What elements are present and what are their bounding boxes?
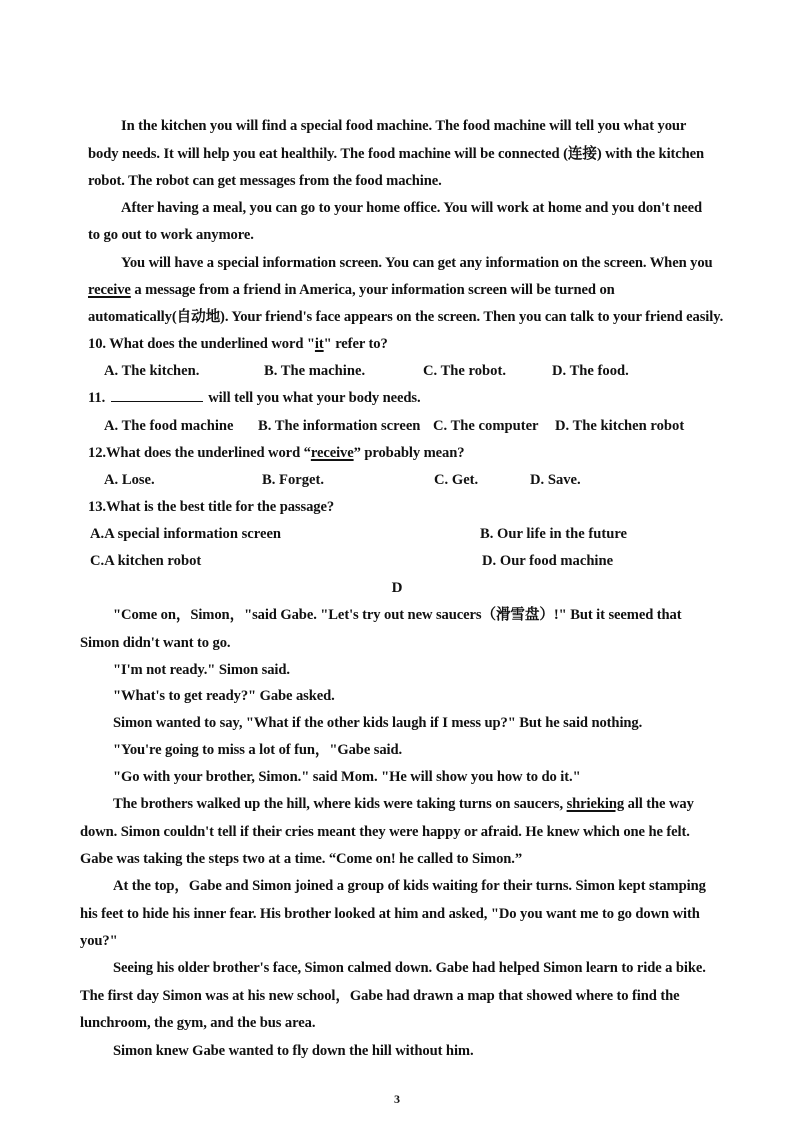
- paragraph-line: Simon knew Gabe wanted to fly down the hill without him.: [113, 1043, 474, 1059]
- paragraph-line: lunchroom, the gym, and the bus area.: [80, 1015, 316, 1031]
- option-b: B. The information screen: [258, 418, 421, 434]
- underlined-word: receive: [310, 445, 354, 461]
- paragraph-line: "You're going to miss a lot of fun，"Gabe said.: [113, 742, 403, 758]
- question-text: " refer to?: [323, 336, 388, 352]
- option-a: A. Lose.: [104, 472, 155, 488]
- paragraph-line: down. Simon couldn't tell if their cries meant they were happy or afraid. He knew which one he felt.: [80, 824, 690, 840]
- paragraph-line: robot. The robot can get messages from the food machine.: [88, 173, 442, 189]
- option-b: B. The machine.: [264, 363, 366, 379]
- paragraph-line: his feet to hide his inner fear. His brother looked at him and asked, "Do you want me to go down with: [80, 906, 700, 922]
- option-d: D. Our food machine: [482, 553, 614, 569]
- line-text: The brothers walked up the hill, where kids were taking turns on saucers,: [113, 796, 567, 812]
- line-text: a message from a friend in America, your information screen will be turned on: [130, 282, 615, 298]
- paragraph-line: "I'm not ready." Simon said.: [113, 662, 290, 678]
- paragraph-line: After having a meal, you can go to your home office. You will work at home and you don't need: [121, 200, 703, 216]
- paragraph-line: Simon didn't want to go.: [80, 635, 231, 651]
- underlined-word: it: [314, 336, 324, 352]
- option-c: C.A kitchen robot: [90, 553, 202, 569]
- paragraph-line: automatically(自动地). Your friend's face appears on the screen. Then you can talk to your friend easily.: [88, 309, 724, 325]
- page-number: 3: [394, 1092, 400, 1106]
- paragraph-line: Gabe was taking the steps two at a time. “Come on! he called to Simon.”: [80, 851, 523, 867]
- question-11: [88, 388, 421, 408]
- section-heading: D: [391, 580, 403, 596]
- option-a: A.A special information screen: [90, 526, 282, 542]
- option-c: C. Get.: [434, 472, 479, 488]
- question-12: [88, 443, 464, 463]
- paragraph-line: At the top，Gabe and Simon joined a group of kids waiting for their turns. Simon kept stamping: [113, 878, 706, 894]
- option-b: B. Our life in the future: [480, 526, 628, 542]
- underlined-word: receive: [88, 282, 131, 298]
- question-text: 10. What does the underlined word ": [88, 336, 315, 352]
- paragraph-line: The first day Simon was at his new school，Gabe had drawn a map that showed where to find the: [80, 988, 680, 1004]
- question-text: will tell you what your body needs.: [204, 390, 421, 406]
- option-d: D. Save.: [530, 472, 581, 488]
- option-b: B. Forget.: [262, 472, 325, 488]
- option-c: C. The computer: [433, 418, 539, 434]
- option-d: D. The kitchen robot: [555, 418, 685, 434]
- question-text: 11.: [88, 390, 109, 406]
- paragraph-line: "What's to get ready?" Gabe asked.: [113, 688, 335, 704]
- line-text: all the way: [624, 796, 694, 812]
- paragraph-line: "Come on，Simon，"said Gabe. "Let's try out new saucers（滑雪盘）!" But it seemed that: [113, 607, 682, 623]
- paragraph-line: [113, 794, 694, 814]
- paragraph-line: body needs. It will help you eat healthily. The food machine will be connected (连接) with the kitchen: [88, 146, 705, 162]
- option-d: D. The food.: [552, 363, 629, 379]
- question-10: [88, 334, 388, 354]
- paragraph-line: "Go with your brother, Simon." said Mom. "He will show you how to do it.": [113, 769, 581, 785]
- paragraph-line: [88, 280, 615, 300]
- paragraph-line: you?": [80, 933, 118, 949]
- option-c: C. The robot.: [423, 363, 506, 379]
- question-text: 12.What does the underlined word “: [88, 445, 311, 461]
- paragraph-line: Seeing his older brother's face, Simon calmed down. Gabe had helped Simon learn to ride a bike.: [113, 960, 706, 976]
- underlined-word: shrieking: [566, 796, 625, 812]
- option-a: A. The kitchen.: [104, 363, 200, 379]
- paragraph-line: to go out to work anymore.: [88, 227, 254, 243]
- question-text: ” probably mean?: [353, 445, 465, 461]
- paragraph-line: You will have a special information screen. You can get any information on the screen. When you: [121, 255, 713, 271]
- question-13: 13.What is the best title for the passage?: [88, 499, 335, 515]
- paragraph-line: In the kitchen you will find a special food machine. The food machine will tell you what your: [121, 118, 687, 134]
- option-a: A. The food machine: [104, 418, 234, 434]
- answer-blank: [111, 388, 203, 402]
- paragraph-line: Simon wanted to say, "What if the other kids laugh if I mess up?" But he said nothing.: [113, 715, 643, 731]
